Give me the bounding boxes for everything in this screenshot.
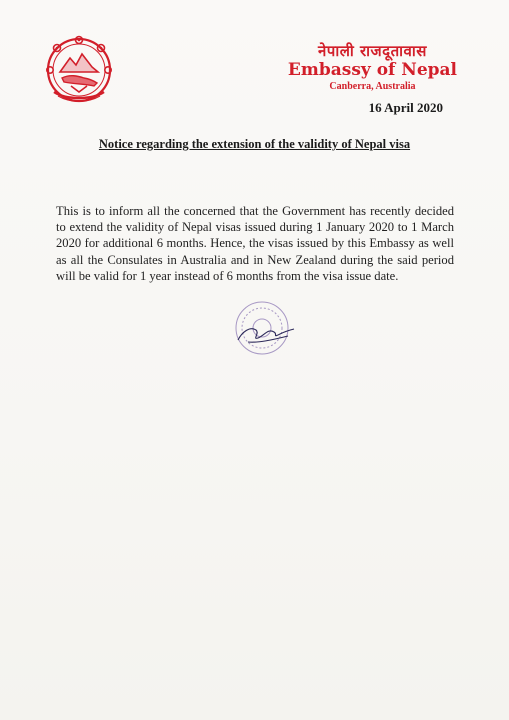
official-stamp-signature-icon (228, 296, 300, 362)
letterhead (288, 42, 457, 94)
notice-title: Notice regarding the extension of the validity of Nepal visa (98, 137, 411, 151)
embassy-name-devanagari: नेपाली राजदूतावास (317, 42, 427, 60)
letter-date: 16 April 2020 (368, 100, 443, 115)
embassy-name: Embassy of Nepal (287, 60, 457, 80)
notice-body: This is to inform all the concerned that the Government has recently decided to extend the validity of Nepal visas issued during 1 January 2020 to 1 March 2020 for additional 6 months. Hence, the visas issued by this Embassy as well as all the Consulates in Australia and in New Zealand during the said period will be valid for 1 year instead of 6 months from the visa issue date. (56, 204, 454, 283)
nepal-emblem-icon (44, 34, 114, 104)
embassy-location: Canberra, Australia (329, 81, 416, 92)
